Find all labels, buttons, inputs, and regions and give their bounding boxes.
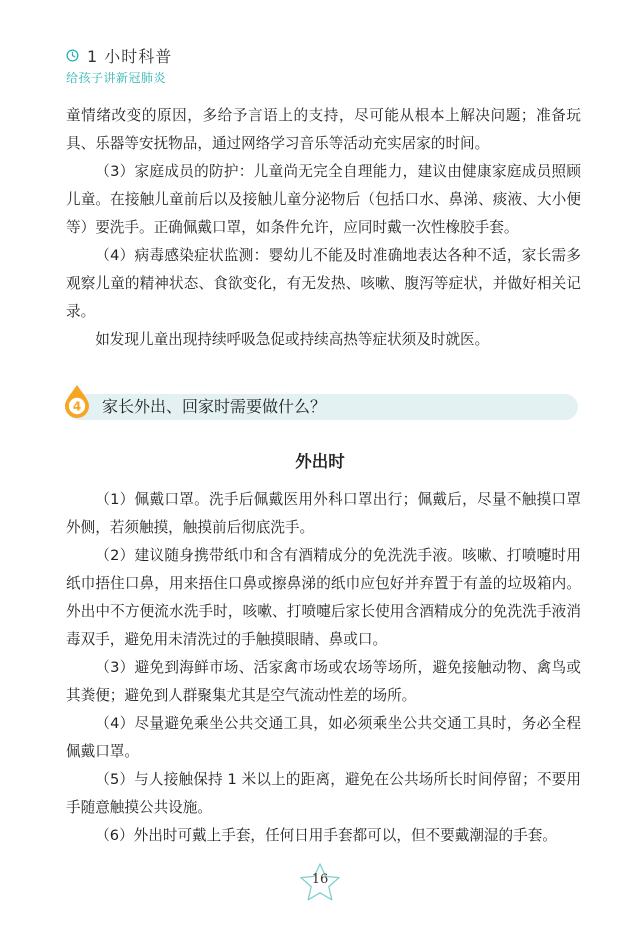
- page-number-badge: [298, 862, 342, 902]
- section-title: 家长外出、回家时需要做什么？: [102, 397, 327, 416]
- paragraph-continued: 童情绪改变的原因，多给予言语上的支持，尽可能从根本上解决问题；准备玩具、乐器等安抚物品，通过网络学习音乐等活动充实居家的时间。: [66, 107, 581, 152]
- list-item: （3）避免到海鲜市场、活家禽市场或农场等场所，避免接触动物、禽鸟或其粪便；避免到人群聚集尤其是空气流动性差的场所。: [66, 659, 581, 704]
- droplet-number-badge-icon: [60, 383, 94, 419]
- top-text-block: [66, 102, 581, 354]
- list-item: （5）与人接触保持 1 米以上的距离，避免在公共场所长时间停留；不要用手随意触摸公共设施。: [66, 771, 581, 816]
- list-item: （6）外出时可戴上手套，任何日用手套都可以，但不要戴潮湿的手套。: [95, 827, 557, 844]
- page-header: [66, 44, 172, 86]
- list-item: （2）建议随身携带纸巾和含有酒精成分的免洗洗手液。咳嗽、打喷嚏时用纸巾捂住口鼻，用来捂住口鼻或擦鼻涕的纸巾应包好并弃置于有盖的垃圾箱内。外出中不方便流水洗手时，咳嗽、打喷嚏后家长使用含酒精成分的免洗洗手液消毒双手，避免用未清洗过的手触摸眼睛、鼻或口。: [66, 547, 581, 648]
- header-title-row: [66, 44, 172, 67]
- list-item: （1）佩戴口罩。洗手后佩戴医用外科口罩出行；佩戴后，尽量不触摸口罩外侧，若须触摸，触摸前后彻底洗手。: [66, 491, 581, 536]
- header-subtitle: 给孩子讲新冠肺炎: [66, 71, 167, 85]
- going-out-list: [66, 486, 581, 850]
- header-title: 1 小时科普: [87, 47, 173, 66]
- section-number: 4: [72, 399, 82, 414]
- paragraph-symptom-monitoring: （4）病毒感染症状监测：婴幼儿不能及时准确地表达各种不适，家长需多观察儿童的精神状态、食欲变化，有无发热、咳嗽、腹泻等症状，并做好相关记录。: [66, 247, 581, 320]
- page-number: 16: [311, 872, 329, 887]
- sub-heading-going-out: 外出时: [295, 452, 345, 471]
- list-item: （4）尽量避免乘坐公共交通工具，如必须乘坐公共交通工具时，务必全程佩戴口罩。: [66, 715, 581, 760]
- clock-icon: [66, 49, 79, 62]
- paragraph-family-protection: （3）家庭成员的防护：儿童尚无完全自理能力，建议由健康家庭成员照顾儿童。在接触儿童前后以及接触儿童分泌物后（包括口水、鼻涕、痰液、大小便等）要洗手。正确佩戴口罩，如条件允许，应同时戴一次性橡胶手套。: [66, 163, 581, 236]
- paragraph-seek-medical-care: 如发现儿童出现持续呼吸急促或持续高热等症状须及时就医。: [95, 331, 490, 348]
